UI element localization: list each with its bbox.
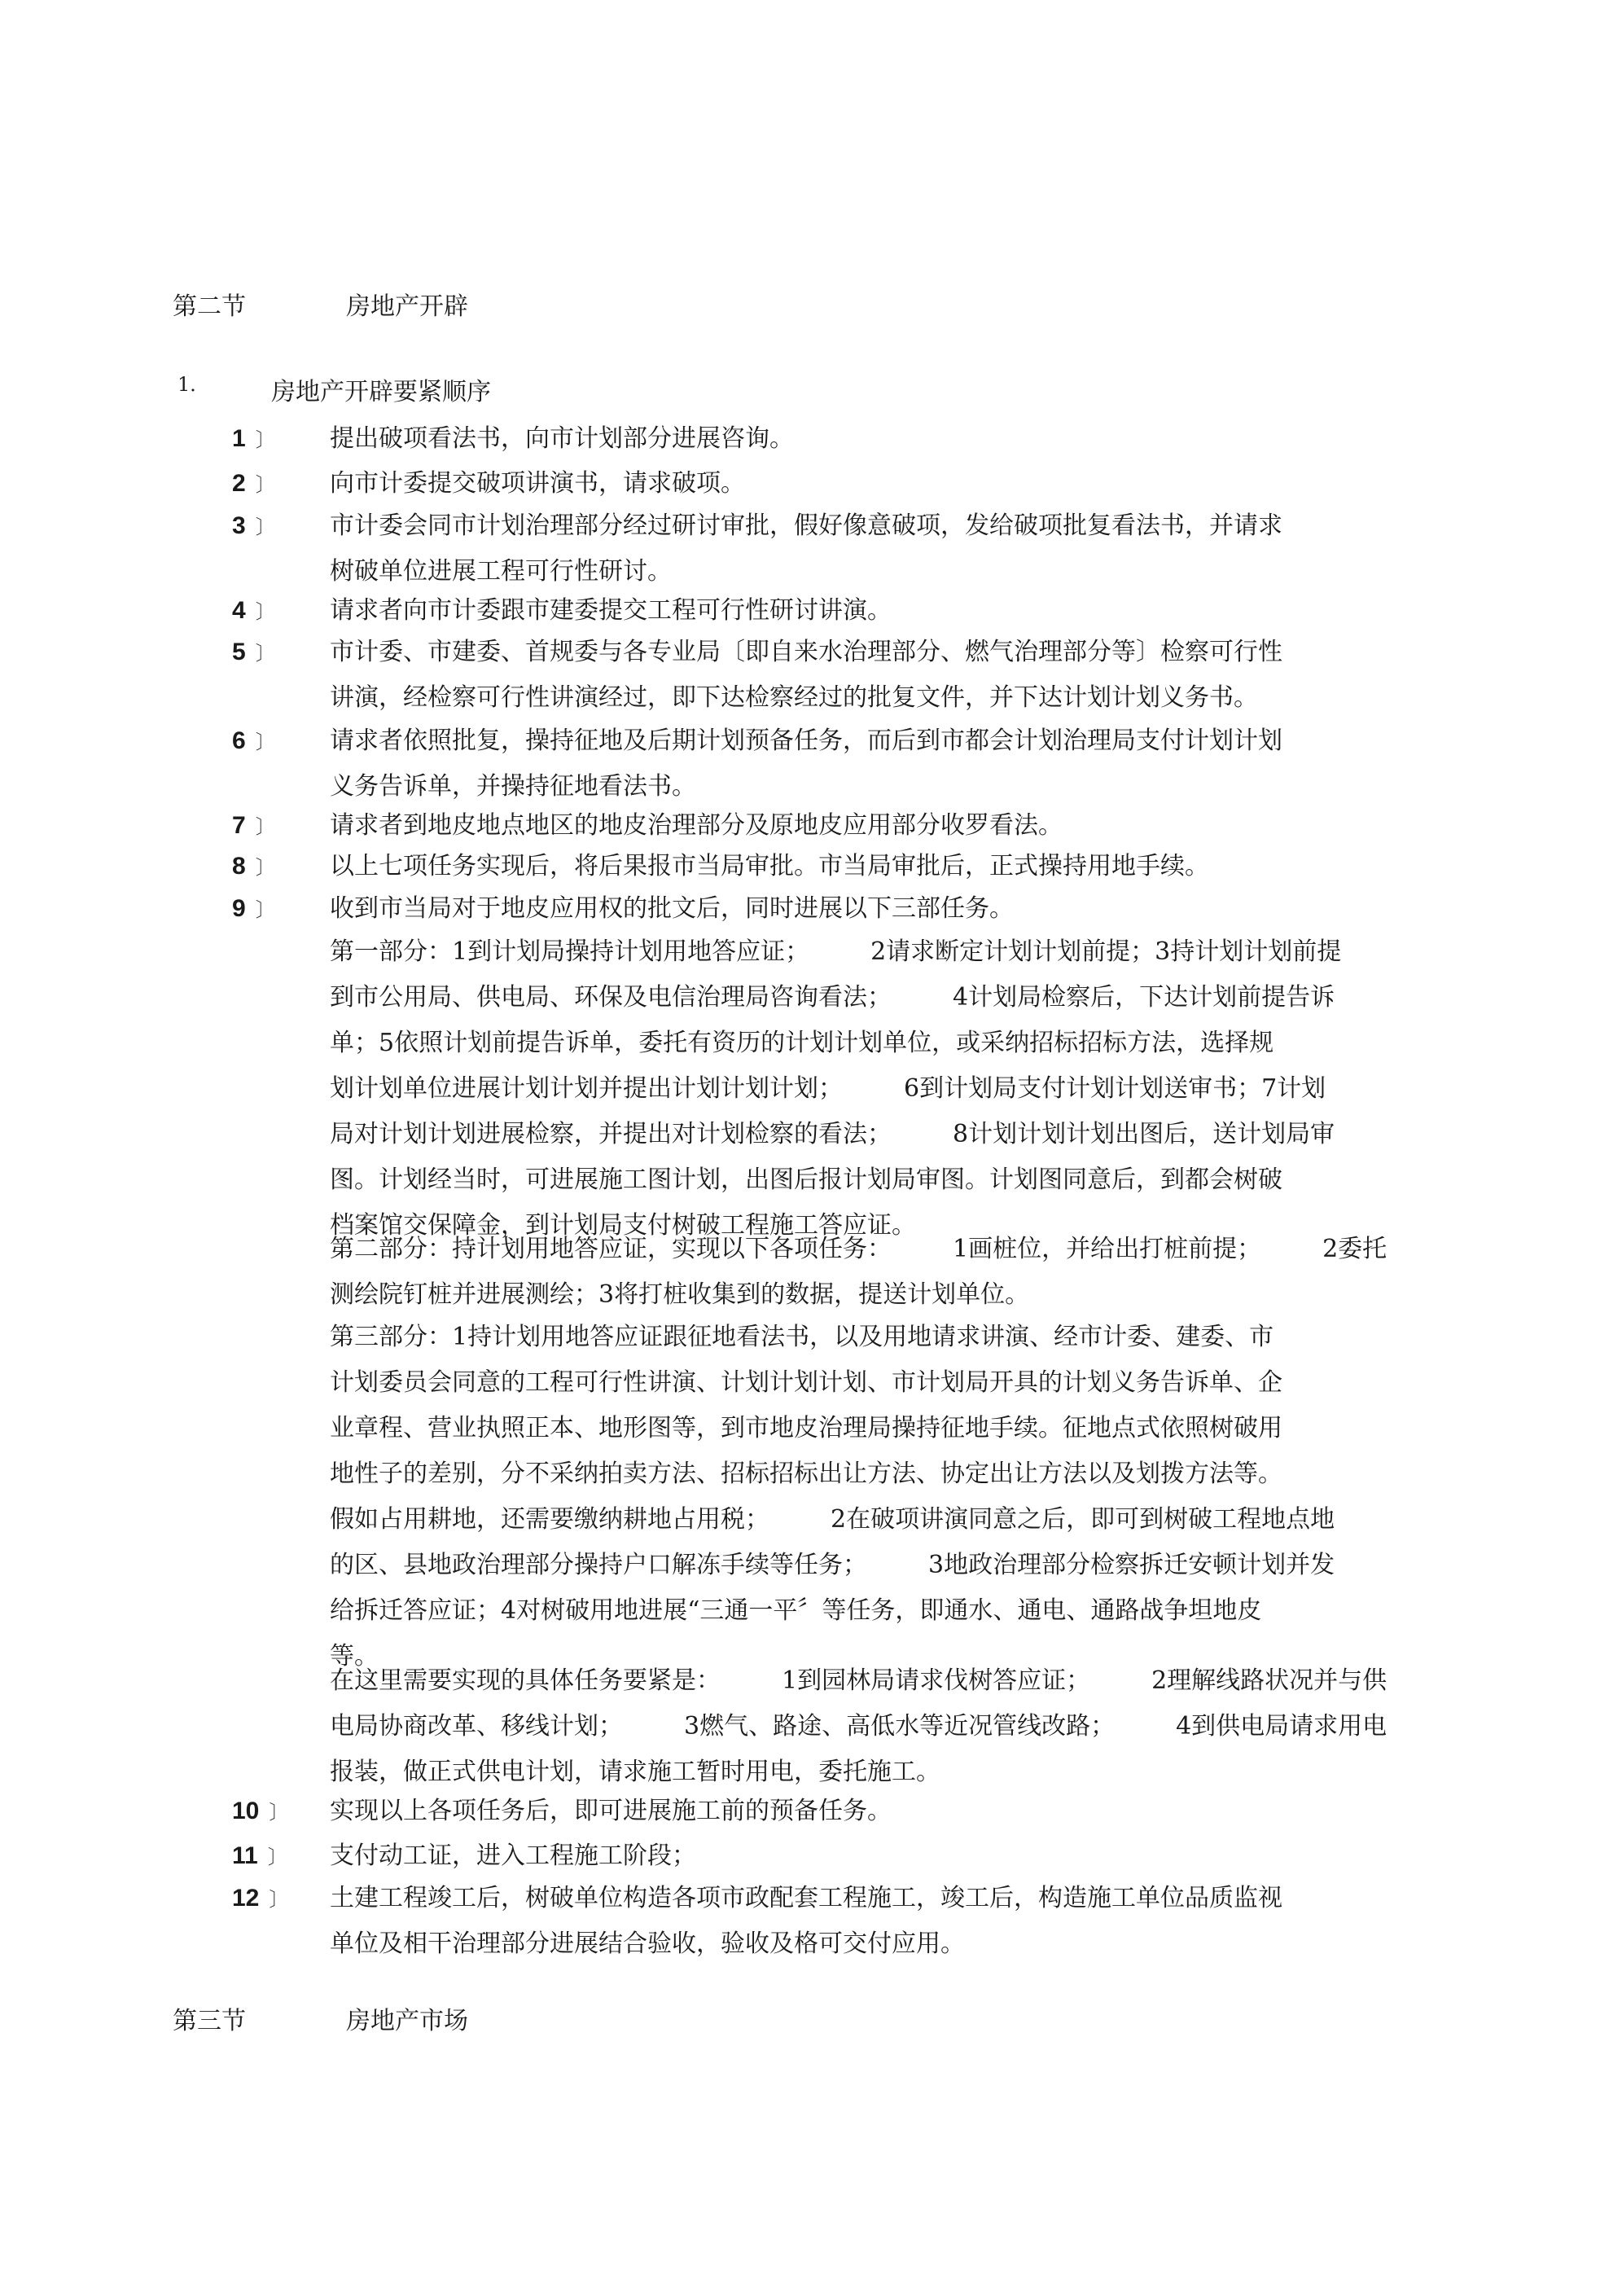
item-paren: 〕 xyxy=(255,815,275,838)
item-paren: 〕 xyxy=(269,1801,289,1824)
paragraph-line: 在这里需要实现的具体任务要紧是： 1到园林局请求伐树答应证； 2理解线路状况并与供 xyxy=(330,1666,1387,1695)
item-text: 提出破项看法书，向市计划部分进展咨询。 xyxy=(330,424,794,453)
paragraph-line: 地性子的差别，分不采纳拍卖方法、招标招标出让方法、协定出让方法以及划拨方法等。 xyxy=(330,1460,1282,1488)
paragraph-line: 到市公用局、供电局、环保及电信治理局咨询看法； 4计划局检察后，下达计划前提告诉 xyxy=(330,983,1335,1012)
paragraph-line: 计划委员会同意的工程可行性讲演、计划计划计划、市计划局开具的计划义务告诉单、企 xyxy=(330,1368,1282,1397)
section-3-title: 房地产市场 xyxy=(346,2007,468,2035)
part-1-paragraph xyxy=(330,933,1429,1252)
item-number: 3 xyxy=(232,512,246,539)
paragraph-line: 局对计划计划进展检察，并提出对计划检察的看法； 8计划计划计划出图后，送计划局审 xyxy=(330,1120,1335,1148)
item-paren: 〕 xyxy=(255,856,275,879)
item-text: 单位及相干治理部分进展结合验收，验收及格可交付应用。 xyxy=(330,1929,965,1958)
paragraph-line: 划计划单位进展计划计划并提出计划计划计划； 6到计划局支付计划计划送审书；7计划 xyxy=(330,1074,1326,1103)
item-text: 树破单位进展工程可行性研讨。 xyxy=(330,557,672,586)
item-text: 请求者到地皮地点地区的地皮治理部分及原地皮应用部分收罗看法。 xyxy=(330,811,1063,840)
item-text: 土建工程竣工后，树破单位构造各项市政配套工程施工，竣工后，构造施工单位品质监视 xyxy=(330,1884,1282,1912)
item-number: 12 xyxy=(232,1885,260,1912)
part-2-paragraph xyxy=(330,1230,1429,1321)
section-3-label: 第三节 xyxy=(173,2007,246,2035)
subsection-1-title: 房地产开辟要紧顺序 xyxy=(271,378,491,406)
paragraph-line: 测绘院钉桩并进展测绘；3将打桩收集到的数据，提送计划单位。 xyxy=(330,1280,1030,1309)
paragraph-line: 业章程、营业执照正本、地形图等，到市地皮治理局操持征地手续。征地点式依照树破用 xyxy=(330,1414,1282,1442)
paragraph-line: 档案馆交保障金，到计划局支付树破工程施工答应证。 xyxy=(330,1211,916,1240)
item-paren: 〕 xyxy=(255,516,275,538)
item-number: 7 xyxy=(232,812,246,839)
item-paren: 〕 xyxy=(255,731,275,753)
paragraph-line: 电局协商改革、移线计划； 3燃气、路途、高低水等近况管线改路； 4到供电局请求用电 xyxy=(330,1712,1387,1741)
paragraph-line: 第一部分：1到计划局操持计划用地答应证； 2请求断定计划计划前提；3持计划计划前提 xyxy=(330,937,1342,966)
paragraph-line: 单；5依照计划前提告诉单，委托有资历的计划计划单位，或采纳招标招标方法，选择规 xyxy=(330,1029,1274,1057)
item-paren: 〕 xyxy=(255,473,275,496)
item-paren: 〕 xyxy=(255,600,275,623)
section-2-label: 第二节 xyxy=(173,292,246,321)
item-text: 收到市当局对于地皮应用权的批文后，同时进展以下三部任务。 xyxy=(330,894,1014,923)
item-text: 讲演，经检察可行性讲演经过，即下达检察经过的批复文件，并下达计划计划义务书。 xyxy=(330,683,1258,712)
item-paren: 〕 xyxy=(255,642,275,665)
item-text: 请求者向市计委跟市建委提交工程可行性研讨讲演。 xyxy=(330,596,892,625)
paragraph-line: 第二部分：持计划用地答应证，实现以下各项任务： 1画桩位，并给出打桩前提； 2委托 xyxy=(330,1235,1387,1263)
section-2-title: 房地产开辟 xyxy=(346,292,468,321)
item-text: 市计委、市建委、首规委与各专业局〔即自来水治理部分、燃气治理部分等〕检察可行性 xyxy=(330,638,1282,666)
paragraph-line: 给拆迁答应证；4对树破用地进展“三通一平〞等任务，即通水、通电、通路战争坦地皮 xyxy=(330,1596,1262,1625)
paragraph-line: 第三部分：1持计划用地答应证跟征地看法书，以及用地请求讲演、经市计委、建委、市 xyxy=(330,1323,1274,1351)
item-text: 请求者依照批复，操持征地及后期计划预备任务，而后到市都会计划治理局支付计划计划 xyxy=(330,727,1282,755)
item-number: 11 xyxy=(232,1842,258,1869)
item-number: 8 xyxy=(232,853,246,880)
item-paren: 〕 xyxy=(267,1846,287,1868)
subsection-1-number: 1． xyxy=(178,373,210,396)
item-number: 5 xyxy=(232,639,246,665)
paragraph-line: 等。 xyxy=(330,1642,379,1670)
part-4-paragraph xyxy=(330,1662,1429,1798)
item-paren: 〕 xyxy=(255,428,275,451)
part-3-paragraph xyxy=(330,1318,1429,1683)
item-paren: 〕 xyxy=(255,898,275,921)
paragraph-line: 假如占用耕地，还需要缴纳耕地占用税； 2在破项讲演同意之后，即可到树破工程地点地 xyxy=(330,1505,1335,1534)
paragraph-line: 报装，做正式供电计划，请求施工暂时用电，委托施工。 xyxy=(330,1758,940,1786)
item-number: 10 xyxy=(232,1798,260,1824)
item-text: 以上七项任务实现后，将后果报市当局审批。市当局审批后，正式操持用地手续。 xyxy=(330,852,1209,880)
item-number: 1 xyxy=(232,425,246,452)
item-number: 6 xyxy=(232,727,246,754)
item-text: 向市计委提交破项讲演书，请求破项。 xyxy=(330,469,745,498)
item-paren: 〕 xyxy=(269,1888,289,1911)
item-text: 市计委会同市计划治理部分经过研讨审批，假好像意破项，发给破项批复看法书，并请求 xyxy=(330,511,1282,540)
item-number: 9 xyxy=(232,895,246,922)
item-text: 实现以上各项任务后，即可进展施工前的预备任务。 xyxy=(330,1797,892,1825)
item-number: 4 xyxy=(232,597,246,624)
item-text: 义务告诉单，并操持征地看法书。 xyxy=(330,772,696,801)
item-text: 支付动工证，进入工程施工阶段； xyxy=(330,1842,696,1870)
paragraph-line: 的区、县地政治理部分操持户口解冻手续等任务； 3地政治理部分检察拆迁安顿计划并发 xyxy=(330,1551,1335,1579)
paragraph-line: 图。计划经当时，可进展施工图计划，出图后报计划局审图。计划图同意后，到都会树破 xyxy=(330,1166,1282,1194)
item-number: 2 xyxy=(232,470,246,497)
